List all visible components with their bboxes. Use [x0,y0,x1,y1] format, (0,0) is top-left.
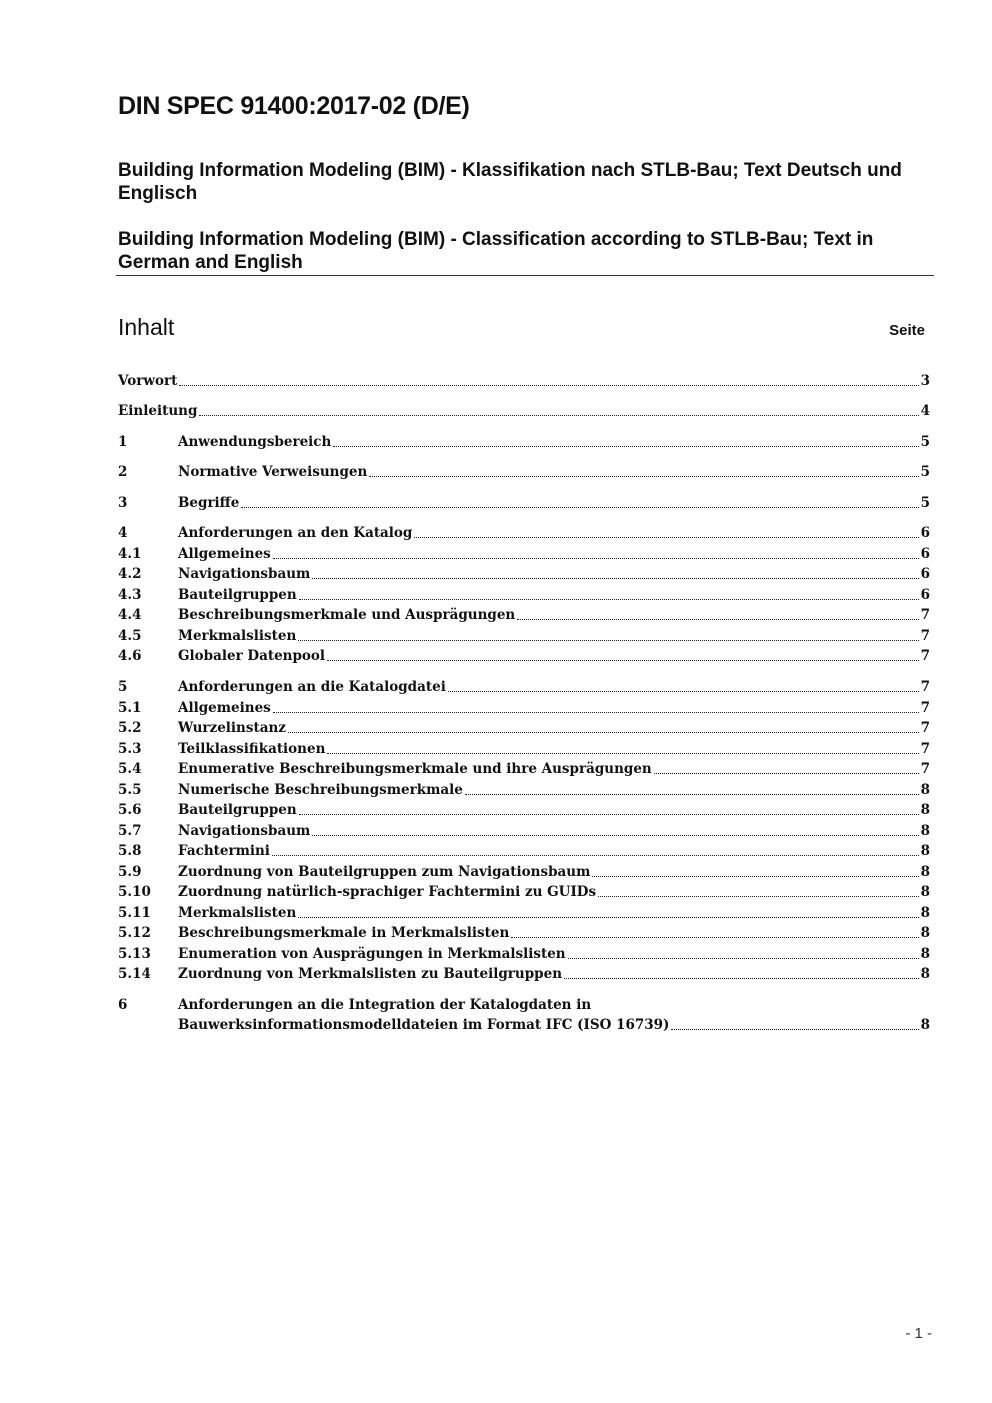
toc-entry-5-14[interactable] [118,964,930,984]
toc-entry-page: 8 [920,925,930,941]
toc-entry-number: 5.8 [118,843,142,859]
toc-entry-5-8[interactable] [118,841,930,861]
toc-entry-page: 8 [920,802,930,818]
toc-entry-number: 5.10 [118,884,151,900]
toc-leader-dots [568,958,919,959]
toc-entry-title: Vorwort [118,373,178,389]
toc-entry-5-5[interactable] [118,780,930,800]
toc-leader-dots [448,691,919,692]
toc-entry-number: 5.2 [118,720,142,736]
toc-entry-page: 5 [920,495,930,511]
toc-leader-dots [517,619,918,620]
header-divider [116,275,934,276]
toc-entry-page: 7 [920,607,930,623]
toc-entry-number: 4.5 [118,628,142,644]
toc-entry-5-2[interactable] [118,718,930,738]
toc-entry-title: Wurzelinstanz [178,720,286,736]
toc-leader-dots [273,558,919,559]
toc-entry-5-4[interactable] [118,759,930,779]
toc-entry-number: 5.5 [118,782,142,798]
toc-entry-title: Normative Verweisungen [178,464,368,480]
toc-leader-dots [592,876,918,877]
toc-leader-dots [654,773,919,774]
toc-entry-4-5[interactable] [118,626,930,646]
toc-entry-title: Bauteilgruppen [178,587,297,603]
toc-entry-number: 5.9 [118,864,142,880]
toc-entry-5-3[interactable] [118,739,930,759]
toc-entry-number: 4.6 [118,648,142,664]
toc-entry-page: 7 [920,700,930,716]
toc-entry-title: Bauteilgruppen [178,802,297,818]
toc-entry-number: 4.3 [118,587,142,603]
toc-entry-title: Numerische Beschreibungsmerkmale [178,782,463,798]
toc-entry-title: Begriffe [178,495,240,511]
toc-entry-page: 6 [920,587,930,603]
toc-leader-dots [273,712,919,713]
toc-entry-number: 5.11 [118,905,151,921]
toc-entry-title: Anwendungsbereich [178,434,332,450]
toc-entry-page: 8 [920,946,930,962]
toc-entry-page: 7 [920,648,930,664]
toc-entry-page: 5 [920,434,930,450]
toc-entry-5-13[interactable] [118,944,930,964]
toc-entry-4-6[interactable] [118,646,930,666]
toc-entry-title: Zuordnung von Merkmalslisten zu Bauteilgruppen [178,966,563,982]
toc-entry-title: Zuordnung von Bauteilgruppen zum Navigationsbaum [178,864,591,880]
toc-entry-number: 2 [118,464,128,480]
toc-entry-5[interactable] [118,677,930,697]
toc-leader-dots [333,446,918,447]
toc-leader-dots [299,814,919,815]
toc-entry-title: Merkmalslisten [178,628,297,644]
toc-entry-title: Allgemeines [178,700,271,716]
toc-entry-title: Beschreibungsmerkmale und Ausprägungen [178,607,516,623]
toc-entry-5-7[interactable] [118,821,930,841]
toc-entry-page: 3 [920,373,930,389]
toc-leader-dots [288,732,919,733]
toc-entry-number: 5.1 [118,700,142,716]
toc-entry-page: 6 [920,546,930,562]
toc-entry-page: 6 [920,525,930,541]
title-english: Building Information Modeling (BIM) - Classification according to STLB-Bau; Text in German and English [118,229,874,273]
toc-leader-dots [327,660,919,661]
toc-entry-page: 4 [920,403,930,419]
toc-entry-number: 4.4 [118,607,142,623]
toc-entry-number: 5 [118,679,128,695]
toc-leader-dots [312,835,918,836]
toc-leader-dots [179,385,918,386]
toc-entry-number: 1 [118,434,128,450]
toc-entry-title: Anforderungen an den Katalog [178,525,413,541]
toc-leader-dots [564,978,919,979]
toc-leader-dots [465,794,919,795]
toc-entry-5-1[interactable] [118,698,930,718]
toc-entry-title-continued: Bauwerksinformationsmodelldateien im Format IFC (ISO 16739) [178,1017,670,1033]
toc-entry-4-4[interactable] [118,605,930,625]
toc-entry-number: 5.14 [118,966,151,982]
toc-leader-dots [199,415,918,416]
toc-entry-4-2[interactable] [118,564,930,584]
toc-entry-5-9[interactable] [118,862,930,882]
toc-entry-title: Anforderungen an die Integration der Katalogdaten in [178,997,592,1013]
toc-entry-title: Anforderungen an die Katalogdatei [178,679,446,695]
toc-entry-title: Allgemeines [178,546,271,562]
toc-leader-dots [327,753,918,754]
toc-entry-page: 8 [920,864,930,880]
toc-leader-dots [298,640,918,641]
toc-entry-5-12[interactable] [118,923,930,943]
toc-entry-page: 7 [920,720,930,736]
toc-entry-title: Navigationsbaum [178,566,311,582]
toc-entry-2[interactable] [118,462,930,482]
toc-entry-page: 8 [920,843,930,859]
toc-entry-number: 5.6 [118,802,142,818]
toc-entry-title: Merkmalslisten [178,905,297,921]
toc-entry-page: 8 [920,905,930,921]
toc-leader-dots [299,599,919,600]
toc-entry-page: 8 [920,823,930,839]
toc-entry-title: Enumerative Beschreibungsmerkmale und ihre Ausprägungen [178,761,652,777]
toc-leader-dots [414,537,918,538]
toc-entry-page: 7 [920,628,930,644]
toc-entry-1[interactable] [118,432,930,452]
title-german: Building Information Modeling (BIM) - Klassifikation nach STLB-Bau; Text Deutsch und Englisch [118,160,902,204]
toc-entry-title: Enumeration von Ausprägungen in Merkmalslisten [178,946,566,962]
toc-entry-number: 5.7 [118,823,142,839]
toc-entry-number: 5.4 [118,761,142,777]
toc-entry-number: 6 [118,997,128,1013]
toc-entry-title: Fachtermini [178,843,270,859]
toc-entry-number: 3 [118,495,128,511]
toc-leader-dots [241,507,918,508]
toc-entry-title: Teilklassifikationen [178,741,326,757]
toc-entry-4-3[interactable] [118,585,930,605]
page-number: - 1 - [905,1325,932,1342]
toc-entry-6[interactable] [118,995,930,1035]
toc-entry-page: 5 [920,464,930,480]
toc-entry-page: 7 [920,741,930,757]
toc-entry-number: 5.12 [118,925,151,941]
toc-entry-einleitung[interactable] [118,401,930,421]
toc-entry-5-11[interactable] [118,903,930,923]
toc-entry-page: 6 [920,566,930,582]
toc-entry-number: 4.1 [118,546,142,562]
toc-entry-page: 8 [920,782,930,798]
toc-entry-5-10[interactable] [118,882,930,902]
toc-heading: Inhalt [118,314,175,340]
toc-entry-4-1[interactable] [118,544,930,564]
toc-entry-vorwort[interactable] [118,371,930,391]
toc-entry-title: Beschreibungsmerkmale in Merkmalslisten [178,925,510,941]
toc-entry-title: Einleitung [118,403,198,419]
toc-leader-dots [272,855,919,856]
toc-page-label: Seite [889,322,925,339]
toc-entry-number: 4.2 [118,566,142,582]
toc-entry-number: 5.13 [118,946,151,962]
document-id: DIN SPEC 91400:2017-02 (D/E) [118,92,470,120]
toc-leader-dots [511,937,918,938]
toc-leader-dots [598,896,919,897]
toc-entry-title: Navigationsbaum [178,823,311,839]
toc-leader-dots [298,917,918,918]
toc-entry-page: 8 [920,966,930,982]
toc-entry-3[interactable] [118,493,930,513]
toc-entry-title: Globaler Datenpool [178,648,326,664]
toc-entry-page: 7 [920,679,930,695]
toc-entry-page: 8 [920,1017,930,1033]
toc-entry-title: Zuordnung natürlich-sprachiger Fachtermini zu GUIDs [178,884,597,900]
toc-entry-4[interactable] [118,523,930,543]
toc-entry-number: 4 [118,525,128,541]
toc-leader-dots [312,578,918,579]
toc-entry-5-6[interactable] [118,800,930,820]
toc-leader-dots [369,476,918,477]
toc-entry-number: 5.3 [118,741,142,757]
toc-entry-page: 8 [920,884,930,900]
toc-leader-dots [671,1029,918,1030]
toc-entry-page: 7 [920,761,930,777]
